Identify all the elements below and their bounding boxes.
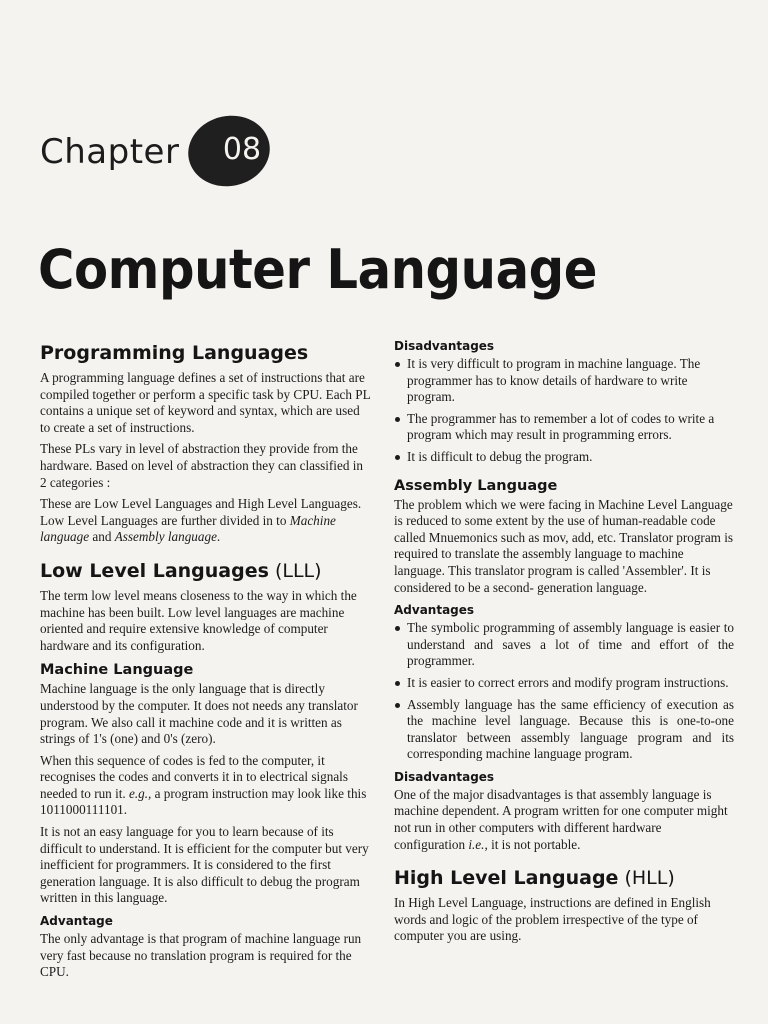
- disadvantages-machine-list: [394, 356, 734, 466]
- p3-text-start: These are Low Level Languages and High Level Languages. Low Level Languages are further divided in to: [40, 496, 362, 528]
- assembly-language-p1: The problem which we were facing in Machine Level Language is reduced to some extent by the use of human-readable code called Mnuemonics such as mov, add, etc. Translator program is required to translate the assembly language to machine language. This translator program is called 'Assembler'. It is considered to be a second- generation language.: [394, 496, 734, 595]
- machine-language-p3: It is not an easy language for you to learn because of its difficult to understand. It is efficient for the computer but very inefficient for programmers. It is considered to the first generation language. It is also difficult to debug the program written in this language.: [40, 824, 369, 906]
- low-level-heading: [40, 560, 372, 582]
- high-level-heading-text: High Level Language: [394, 867, 619, 890]
- machine-language-p2-start: When this sequence of codes is fed to the computer, it recognises the codes and converts it in to electrical signals needed to run it.: [40, 752, 348, 801]
- programming-languages-p1: A programming language defines a set of instructions that are compiled together or perform a specific task by CPU. Each PL contains a unique set of keyword and syntax, which are used to create a set of instructions.: [40, 370, 371, 435]
- high-level-heading-suffix: (HLL): [618, 867, 675, 890]
- machine-language-p2-end: a program instruction may look like this 1011000111101.: [40, 785, 367, 818]
- chapter-number: 08: [222, 132, 262, 167]
- right-column: [394, 336, 734, 950]
- low-level-p1: The term low level means closeness to the way in which the machine has been built. Low level languages are machine oriented and require extensive knowledge of computer hardware and its configuration.: [40, 587, 357, 653]
- programming-languages-p2: These PLs vary in level of abstraction they provide from the hardware. Based on level of abstraction they can classified in 2 categories :: [40, 441, 363, 490]
- p3-text-and: and: [89, 529, 115, 545]
- low-level-heading-suffix: (LLL): [268, 559, 322, 582]
- machine-language-p1: Machine language is the only language that is directly understood by the computer. It does not needs any translator program. We also call it machine code and it is written as strings of 1's (one) and 0's (zero).: [40, 681, 358, 747]
- advantage-heading: Advantage: [40, 914, 113, 929]
- list-item: It is easier to correct errors and modify program instructions.: [394, 675, 734, 692]
- chapter-label: Chapter: [40, 132, 180, 172]
- list-item: The symbolic programming of assembly language is easier to understand and saves a lot of time and effort of the programmer.: [394, 620, 734, 670]
- programming-languages-p3: [40, 496, 372, 546]
- advantages-assembly-list: [394, 620, 734, 763]
- high-level-heading: [394, 867, 734, 889]
- low-level-heading-text: Low Level Languages: [40, 559, 269, 582]
- page-title: Computer Language: [38, 238, 597, 301]
- chapter-header: [40, 108, 440, 188]
- disadvantages-assembly-heading: Disadvantages: [394, 769, 495, 784]
- eg-term: e.g.,: [129, 785, 152, 801]
- advantages-assembly-heading: Advantages: [394, 603, 475, 618]
- machine-language-term: Machine language: [40, 512, 336, 545]
- disadvantages-assembly-p1-end: it is not portable.: [487, 836, 581, 852]
- assembly-language-heading: Assembly Language: [394, 477, 558, 494]
- disadvantages-assembly-p1: [394, 787, 734, 853]
- disadvantages-machine-heading: Disadvantages: [394, 339, 495, 353]
- advantage-p1: The only advantage is that program of machine language run very fast because no translation program is required for the CPU.: [40, 931, 362, 980]
- machine-language-p2: [40, 753, 372, 819]
- left-column: [40, 336, 372, 986]
- list-item: The programmer has to remember a lot of codes to write a program which may result in programming errors.: [394, 411, 734, 444]
- machine-language-heading: Machine Language: [40, 662, 194, 679]
- high-level-p1: In High Level Language, instructions are defined in English words and logic of the problem irrespective of the type of computer you are using.: [394, 895, 711, 944]
- list-item: It is very difficult to program in machine language. The programmer has to know details of hardware to write program.: [394, 356, 734, 406]
- list-item: It is difficult to debug the program.: [394, 449, 734, 466]
- list-item: Assembly language has the same efficiency of execution as the machine level language. Because this is one-to-one translator between assembly language program and its corresponding machine language program.: [394, 697, 734, 763]
- disadvantages-assembly-p1-start: One of the major disadvantages is that assembly language is machine dependent. A program written for one computer might not run in other computers with different hardware configuration: [394, 786, 728, 852]
- programming-languages-heading: Programming Languages: [40, 342, 309, 364]
- assembly-language-term: Assembly language: [114, 529, 217, 545]
- p3-text-end: .: [216, 529, 221, 545]
- ie-term: i.e.,: [468, 836, 488, 852]
